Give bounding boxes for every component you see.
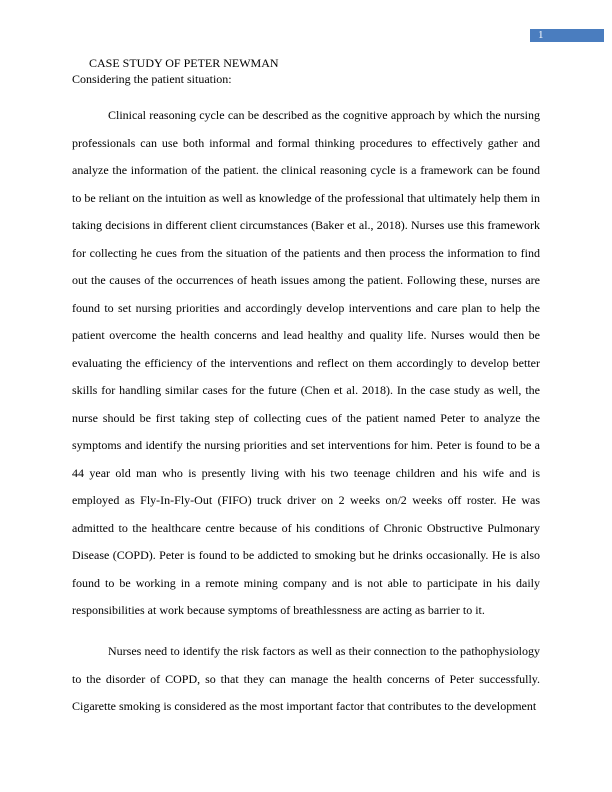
running-head-title: CASE STUDY OF PETER NEWMAN	[89, 56, 279, 70]
body-paragraph-1: Clinical reasoning cycle can be described as the cognitive approach by which the nursing professionals can use both informal and formal thinking procedures to effectively gather and analyze the information of the patient. the clinical reasoning cycle is a framework can be found to be reliant on the intuition as well as knowledge of the professional that ultimately help them in taking decisions in different client circumstances (Baker et al., 2018). Nurses use this framework for collecting he cues from the situation of the patients and then process the information to find out the causes of the occurrences of heath issues among the patient. Following these, nurses are found to set nursing priorities and accordingly develop interventions and care plan to help the patient overcome the health concerns and lead healthy and quality life. Nurses would then be evaluating the efficiency of the interventions and reflect on them accordingly to develop better skills for handling similar cases for the future (Chen et al. 2018). In the case study as well, the nurse should be first taking step of collecting cues of the patient named Peter to analyze the symptoms and identify the nursing priorities and set interventions for him. Peter is found to be a 44 year old man who is presently living with his two teenage children and his wife and is employed as Fly-In-Fly-Out (FIFO) truck driver on 2 weeks on/2 weeks off roster. He was admitted to the healthcare centre because of his conditions of Chronic Obstructive Pulmonary Disease (COPD). Peter is found to be addicted to smoking but he drinks occasionally. He is also found to be working in a remote mining company and is not able to participate in his daily responsibilities at work because symptoms of breathlessness are acting as barrier to it.	[72, 108, 540, 617]
page-number: 1	[530, 29, 604, 42]
body-paragraph-2-container	[72, 638, 540, 721]
section-heading: Considering the patient situation:	[72, 72, 232, 86]
body-paragraph-2: Nurses need to identify the risk factors as well as their connection to the pathophysiology to the disorder of COPD, so that they can manage the health concerns of Peter successfully. Cigarette smoking is considered as the most important factor that contributes to the development	[72, 644, 540, 713]
body-paragraph-1-container	[72, 102, 540, 625]
